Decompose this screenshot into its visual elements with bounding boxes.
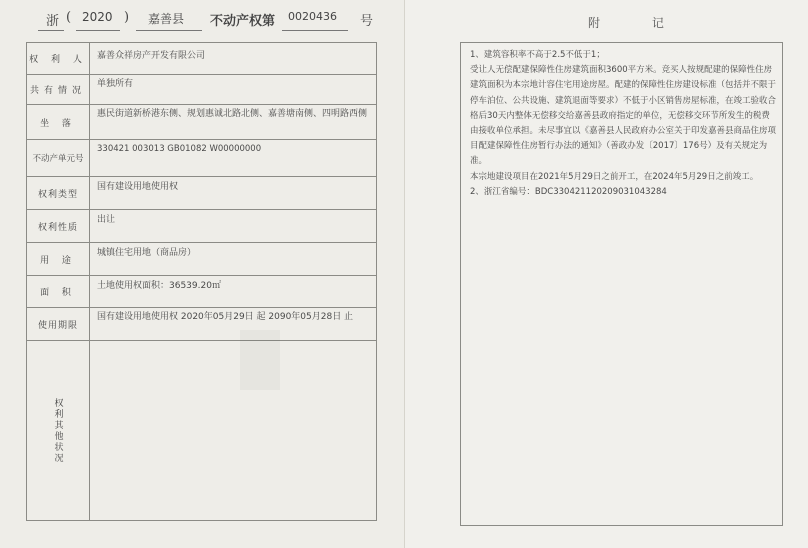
table-row bbox=[27, 43, 377, 75]
row-label: 坐 落 bbox=[27, 105, 90, 140]
table-row bbox=[27, 276, 377, 308]
table-row bbox=[27, 210, 377, 243]
cert-year: 2020 bbox=[82, 10, 113, 24]
certificate-header bbox=[0, 0, 404, 42]
table-row bbox=[27, 341, 377, 521]
county-underline bbox=[136, 30, 202, 31]
table-row bbox=[27, 177, 377, 210]
other-status-label: 权利其他状况 bbox=[52, 397, 63, 464]
county-name: 嘉善县 bbox=[148, 12, 185, 26]
row-value: 嘉善众祥房产开发有限公司 bbox=[90, 43, 377, 75]
row-label: 权利类型 bbox=[27, 177, 90, 210]
row-value: 国有建设用地使用权 2020年05月29日 起 2090年05月28日 止 bbox=[90, 308, 377, 341]
cert-suffix: 号 bbox=[360, 14, 374, 29]
annex-text bbox=[470, 48, 777, 200]
close-paren: ) bbox=[124, 10, 130, 25]
other-status-value bbox=[90, 341, 377, 521]
row-label: 共有情况 bbox=[27, 75, 90, 105]
row-value: 单独所有 bbox=[90, 75, 377, 105]
annex-paragraph: 受让人无偿配建保障性住房建筑面积3600平方米。竞买人按规配建的保障性住房建筑面积为本宗地计容住宅用途房屋。配建的保障性住房建设标准（包括并不限于停车泊位、公共设施、建筑退面等要求）不低于小区销售房屋标准，在竣工验收合格后30天内整体无偿移交给嘉善县政府指定的单位，无偿移交环节所发生的税费由接收单位承担。未尽事宜以《嘉善县人民政府办公室关于印发嘉善县商品住房项目配建保障性住房暂行办法的通知》（善政办发〔2017〕176号）及有关规定为准。 bbox=[470, 65, 777, 167]
row-value: 国有建设用地使用权 bbox=[90, 177, 377, 210]
open-paren: ( bbox=[66, 10, 72, 25]
province-underline bbox=[38, 30, 64, 31]
number-underline bbox=[282, 30, 348, 31]
province-abbr: 浙 bbox=[46, 14, 60, 29]
cert-number: 0020436 bbox=[288, 10, 337, 23]
watermark-shadow bbox=[240, 330, 280, 390]
row-value: 城镇住宅用地（商品房） bbox=[90, 243, 377, 276]
cert-type-label: 不动产权第 bbox=[210, 14, 276, 29]
row-label: 权 利 人 bbox=[27, 43, 90, 75]
row-value: 330421 003013 GB01082 W00000000 bbox=[90, 140, 377, 177]
row-label: 面 积 bbox=[27, 276, 90, 308]
table-row bbox=[27, 140, 377, 177]
annex-title: 附 记 bbox=[588, 16, 688, 30]
annex-paragraph: 1、建筑容积率不高于2.5不低于1； bbox=[470, 50, 605, 60]
row-value: 惠民街道新桥港东侧、规划惠诚北路北侧、嘉善塘南侧、四明路西侧 bbox=[90, 105, 377, 140]
row-label: 使用期限 bbox=[27, 308, 90, 341]
row-value: 出让 bbox=[90, 210, 377, 243]
year-underline bbox=[76, 30, 120, 31]
row-label: 用 途 bbox=[27, 243, 90, 276]
annex-paragraph: 本宗地建设项目在2021年5月29日之前开工，在2024年5月29日之前竣工。 bbox=[470, 171, 759, 182]
other-status-label-cell bbox=[27, 341, 90, 521]
table-row bbox=[27, 243, 377, 276]
table-row bbox=[27, 75, 377, 105]
annex-paragraph: 2、浙江省编号：BDC33042112020903104328​4 bbox=[470, 186, 667, 197]
table-row bbox=[27, 105, 377, 140]
row-label: 不动产单元号 bbox=[27, 140, 90, 177]
table-row bbox=[27, 308, 377, 341]
row-label: 权利性质 bbox=[27, 210, 90, 243]
property-info-table bbox=[26, 42, 377, 521]
row-value: 土地使用权面积：36539.20㎡ bbox=[90, 276, 377, 308]
